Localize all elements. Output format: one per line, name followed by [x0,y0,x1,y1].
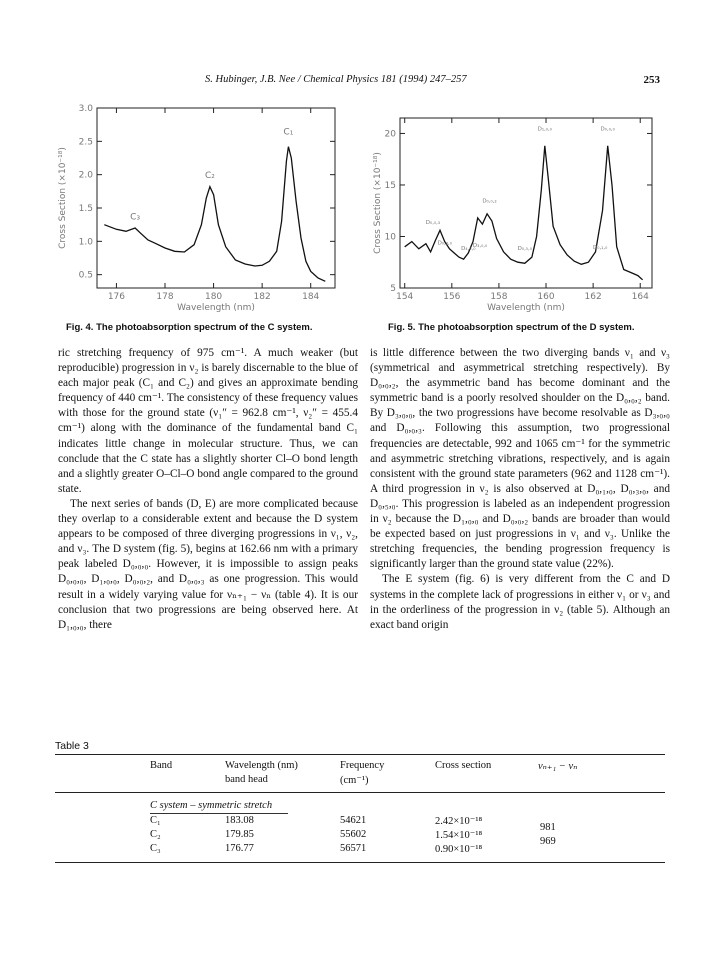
fig5-peak-label: D₁,₀,₀ [537,126,553,133]
fig5-peak-label: D₀,₅,₀ [517,245,533,252]
table-bottom-rule [55,862,665,863]
fig5-peak-label: D₀,₁,₀ [593,244,608,251]
table-header-bandhead: band head [225,774,268,785]
table-header-frequency: Frequency [340,760,385,771]
table-header-wavelength: Wavelength (nm) [225,760,298,771]
fig4-xtick-label: 184 [302,292,320,302]
table-header-rule [55,792,665,793]
fig4-ytick-label: 1.0 [78,237,93,248]
paragraph: The E system (fig. 6) is very different from the C and D systems in the complete lack of progressions in either ν₁ or ν₃ and in the orderliness of the progression in ν₂ (table 5). Although an exact band origin [370,573,670,631]
figure-4 [55,100,345,312]
fig4-ytick-label: 3.0 [78,104,93,114]
fig5-spectrum-line [405,146,643,280]
fig4-xtick-label: 178 [156,292,174,302]
table-cell-wavelength: 183.08 [225,815,254,826]
table-cell-cross-section: 1.54×10⁻¹⁸ [435,830,483,841]
fig4-xtick-label: 176 [107,292,126,302]
fig4-ytick-label: 1.5 [78,204,93,214]
table-group-label: C system – symmetric stretch [150,800,273,811]
paragraph: The next series of bands (D, E) are more complicated because they overlap to a considerable extent and because the D system appears to be composed of three diverging progressions in ν₁, ν₂, and ν₃. The D system (fig. 5), begins at 162.66 nm with a primary peak labeled D₀,₀,₀. However, it is impossible to assign peaks D₀,₀,₀, D₁,₀,₀, D₀,₀,₂, and D₀,₀,₃ as one progression. This would result in a widely varying value for νₙ₊₁ − νₙ (table 4). It is our conclusion that two progressions are being observed here. At D₁,₀,₀, there [58,497,358,631]
fig5-caption: Fig. 5. The photoabsorption spectrum of the D system. [388,322,635,333]
fig4-xlabel: Wavelength (nm) [177,303,255,312]
fig5-xtick-label: 154 [396,292,414,302]
fig4-ylabel: Cross Section (×10⁻¹⁸) [58,147,68,249]
fig4-caption: Fig. 4. The photoabsorption spectrum of the C system. [66,322,313,333]
fig5-ytick-label: 10 [384,232,396,243]
fig5-xtick-label: 162 [584,292,602,302]
left-column [58,346,358,633]
fig4-peak-label: C₂ [204,171,215,181]
figure-5 [370,110,660,312]
table-cell-wavelength: 179.85 [225,829,254,840]
fig5-ytick-label: 5 [390,284,396,294]
table-cell-frequency: 55602 [340,829,367,840]
fig4-xtick-label: 180 [204,292,223,302]
table-cell-difference: 981 [540,822,556,833]
table-cell-frequency: 54621 [340,815,367,826]
fig5-ytick-label: 20 [384,129,396,140]
table-cell-frequency: 56571 [340,843,367,854]
right-column [370,346,670,633]
table-top-rule [55,754,665,755]
fig5-peak-label: D₀,₃,₀ [437,240,452,247]
table-cell-band: C₂ [150,829,161,840]
fig5-peak-label: D₄,₀,₀ [461,245,476,252]
fig5-peak-label: D₃,₀,₀ [472,242,488,249]
fig4-ytick-label: 2.0 [78,170,93,181]
table-group-underline [150,813,288,814]
table-cell-difference: 969 [540,836,556,847]
fig5-xtick-label: 156 [443,292,461,302]
fig4-ytick-label: 2.5 [78,137,93,148]
fig4-ytick-label: 0.5 [78,270,93,281]
paragraph: is little difference between the two diverging bands ν₁ and ν₃ (symmetrical and asymmetrical stretching respectively). By D₀,₀,₂, the asymmetric band has become dominant and the symmetric band is a poorly resolved shoulder on the D₀,₀,₂ band. By D₃,₀,₀, the two progressions have become resolvable as D₃,₀,₀ and D₀,₀,₃. Following this assumption, two progressional frequencies are detectable, 992 and 1065 cm⁻¹ for the symmetric and asymmetric stretching vibrations, respectively, and is again consistent with the ground state parameters (962 and 1128 cm⁻¹). A third progression in ν₂ is also observed at D₀,₁,₀, D₀,₃,₀, and D₀,₅,₀. This progression is labeled as an independent progression in ν₂ because the D₁,₀,₀ and D₀,₀,₂ bands are broader than would be expected based on just progressions in ν₁ and ν₃. Unlike the stretching frequencies, the bending progression frequency is significantly larger than the ground state value (22%). [370,347,670,571]
table-header-band: Band [150,760,173,771]
table-cell-band: C₃ [150,843,161,854]
fig5-xtick-label: 158 [490,292,508,302]
running-header [0,74,720,90]
table-header-difference: νₙ₊₁ − νₙ [538,761,578,772]
fig5-peak-label: D₀,₀,₂ [482,198,497,205]
table-cell-wavelength: 176.77 [225,843,254,854]
fig4-xtick-label: 182 [253,292,271,302]
table-header-frequency-unit: (cm⁻¹) [340,775,369,786]
fig5-xtick-label: 160 [537,292,555,302]
table-cell-cross-section: 0.90×10⁻¹⁸ [435,844,483,855]
fig5-ylabel: Cross Section (×10⁻¹⁸) [373,152,383,254]
fig5-xlabel: Wavelength (nm) [487,303,565,312]
page-number: 253 [643,74,660,86]
table-label: Table 3 [55,740,89,752]
fig5-peak-label: D₀,₀,₀ [600,126,615,133]
running-head: S. Hubinger, J.B. Nee / Chemical Physics 181 (1994) 247–257 [205,74,467,85]
paragraph: ric stretching frequency of 975 cm⁻¹. A much weaker (but reproducible) progression in ν₂ is barely discernable to the blue of each major peak (C₁ and C₂) and gives an approximate bending frequency of 440 cm⁻¹. The consistency of these frequency values with those for the ground state (ν₁″ = 962.8 cm⁻¹, ν₂″ = 455.4 cm⁻¹) along with the dominance of the fundamental band C₁ indicates little change in molecular structure. Thus, we can conclude that the C state has a slightly shorter Cl–O bond length and a slightly greater O–Cl–O bond angle compared to the ground state. [58,347,358,495]
fig4-peak-label: C₁ [283,127,294,138]
table-cell-band: C₁ [150,815,161,826]
fig5-ytick-label: 15 [384,180,396,191]
table-cell-cross-section: 2.42×10⁻¹⁸ [435,816,483,827]
table-header-cross-section: Cross section [435,760,492,771]
fig5-peak-label: D₀,₀,₃ [425,220,441,227]
fig4-peak-label: C₃ [130,212,141,223]
fig5-xtick-label: 164 [631,292,649,302]
